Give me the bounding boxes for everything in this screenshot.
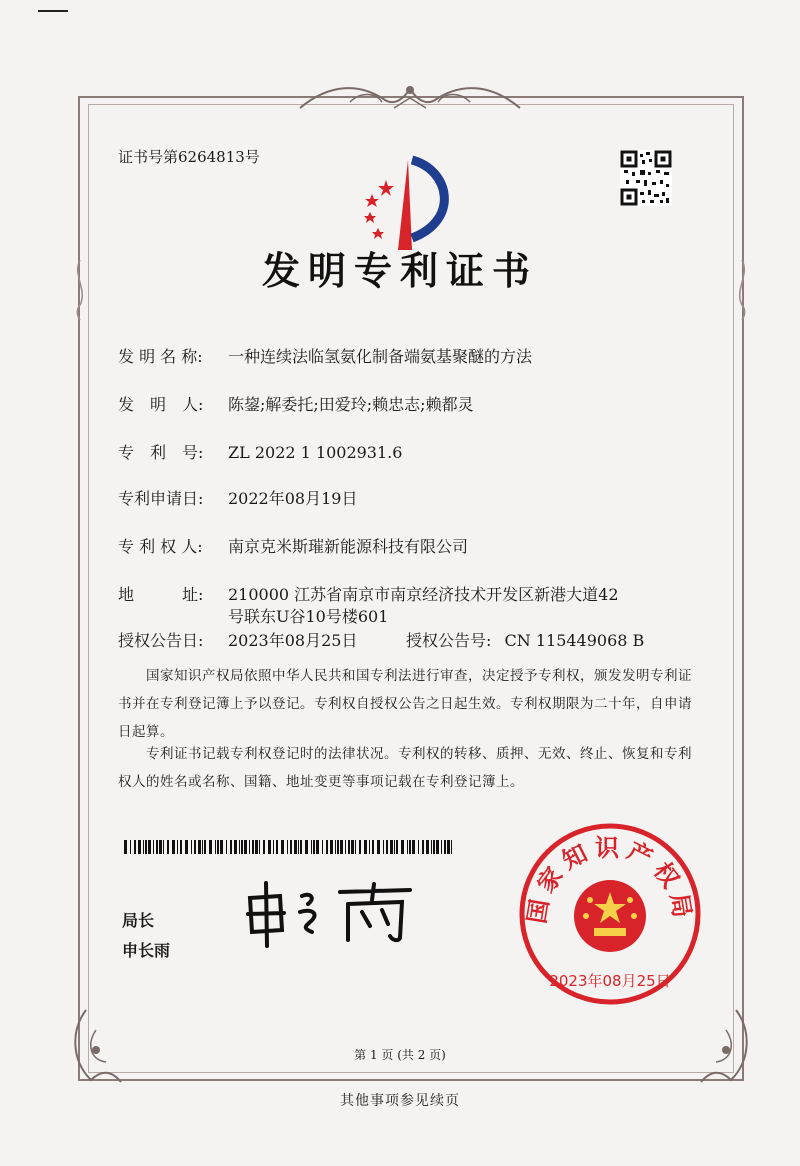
patentee-row — [118, 534, 468, 557]
handwritten-signature-icon — [240, 878, 430, 948]
invention-name-value: 一种连续法临氢氨化制备端氨基聚醚的方法 — [228, 347, 533, 366]
legal-status-paragraph: 专利证书记载专利权登记时的法律状况。专利权的转移、质押、无效、终止、恢复和专利权人的姓名或名称、国籍、地址变更等事项记载在专利登记簿上。 — [118, 746, 692, 790]
grant-number-value: CN 115449068 B — [504, 631, 645, 650]
address-row — [118, 582, 619, 605]
director-name: 申长雨 — [122, 941, 171, 960]
address-line-1: 210000 江苏省南京市南京经济技术开发区新港大道42 — [228, 585, 619, 604]
qr-code-icon — [620, 150, 672, 206]
address-label: 地 址: — [118, 585, 204, 604]
patent-number-row — [118, 440, 402, 463]
application-date-label: 专利申请日: — [118, 489, 204, 508]
bottom-left-ornament-icon — [66, 1000, 146, 1090]
address-line-2: 号联东U谷10号楼601 — [228, 607, 389, 626]
director-title: 局长 — [122, 911, 155, 930]
application-date-value: 2022年08月19日 — [228, 489, 358, 508]
patent-number-value: ZL 2022 1 1002931.6 — [228, 443, 403, 462]
inventors-row — [118, 392, 474, 415]
official-seal-icon — [516, 820, 704, 1008]
certificate-title: 发明专利证书 — [261, 248, 538, 293]
application-date-row — [118, 486, 357, 509]
top-ornament-icon — [290, 78, 530, 114]
invention-name-row — [118, 344, 532, 367]
scan-corner-mark — [38, 10, 68, 12]
certificate-number: 证书号第6264813号 — [118, 148, 260, 166]
bottom-right-ornament-icon — [676, 1000, 756, 1090]
invention-name-label: 发 明 名 称: — [118, 347, 203, 366]
grant-number-label: 授权公告号: — [406, 631, 492, 650]
seal-text: 国家知识产权局 — [522, 834, 698, 926]
grant-date-label: 授权公告日: — [118, 631, 204, 650]
inventors-value: 陈鋆;解委托;田爱玲;赖忠志;赖都灵 — [228, 395, 474, 414]
grant-statement-paragraph: 国家知识产权局依照中华人民共和国专利法进行审查，决定授予专利权，颁发发明专利证书并在专利登记簿上予以登记。专利权自授权公告之日起生效。专利权期限为二十年，自申请日起算。 — [118, 668, 692, 740]
grant-date-value: 2023年08月25日 — [228, 631, 358, 650]
footer-note: 其他事项参见续页 — [340, 1093, 460, 1109]
barcode-icon — [124, 840, 454, 854]
inventors-label: 发 明 人: — [118, 395, 204, 414]
patentee-value: 南京克米斯璀新能源科技有限公司 — [228, 537, 469, 556]
grant-number-row — [406, 628, 644, 651]
seal-date: 2023年08月25日 — [549, 972, 671, 990]
grant-date-row — [118, 628, 357, 651]
page-indicator: 第 1 页 (共 2 页) — [354, 1048, 446, 1062]
patent-number-label: 专 利 号: — [118, 443, 204, 462]
patentee-label: 专 利 权 人: — [118, 537, 203, 556]
